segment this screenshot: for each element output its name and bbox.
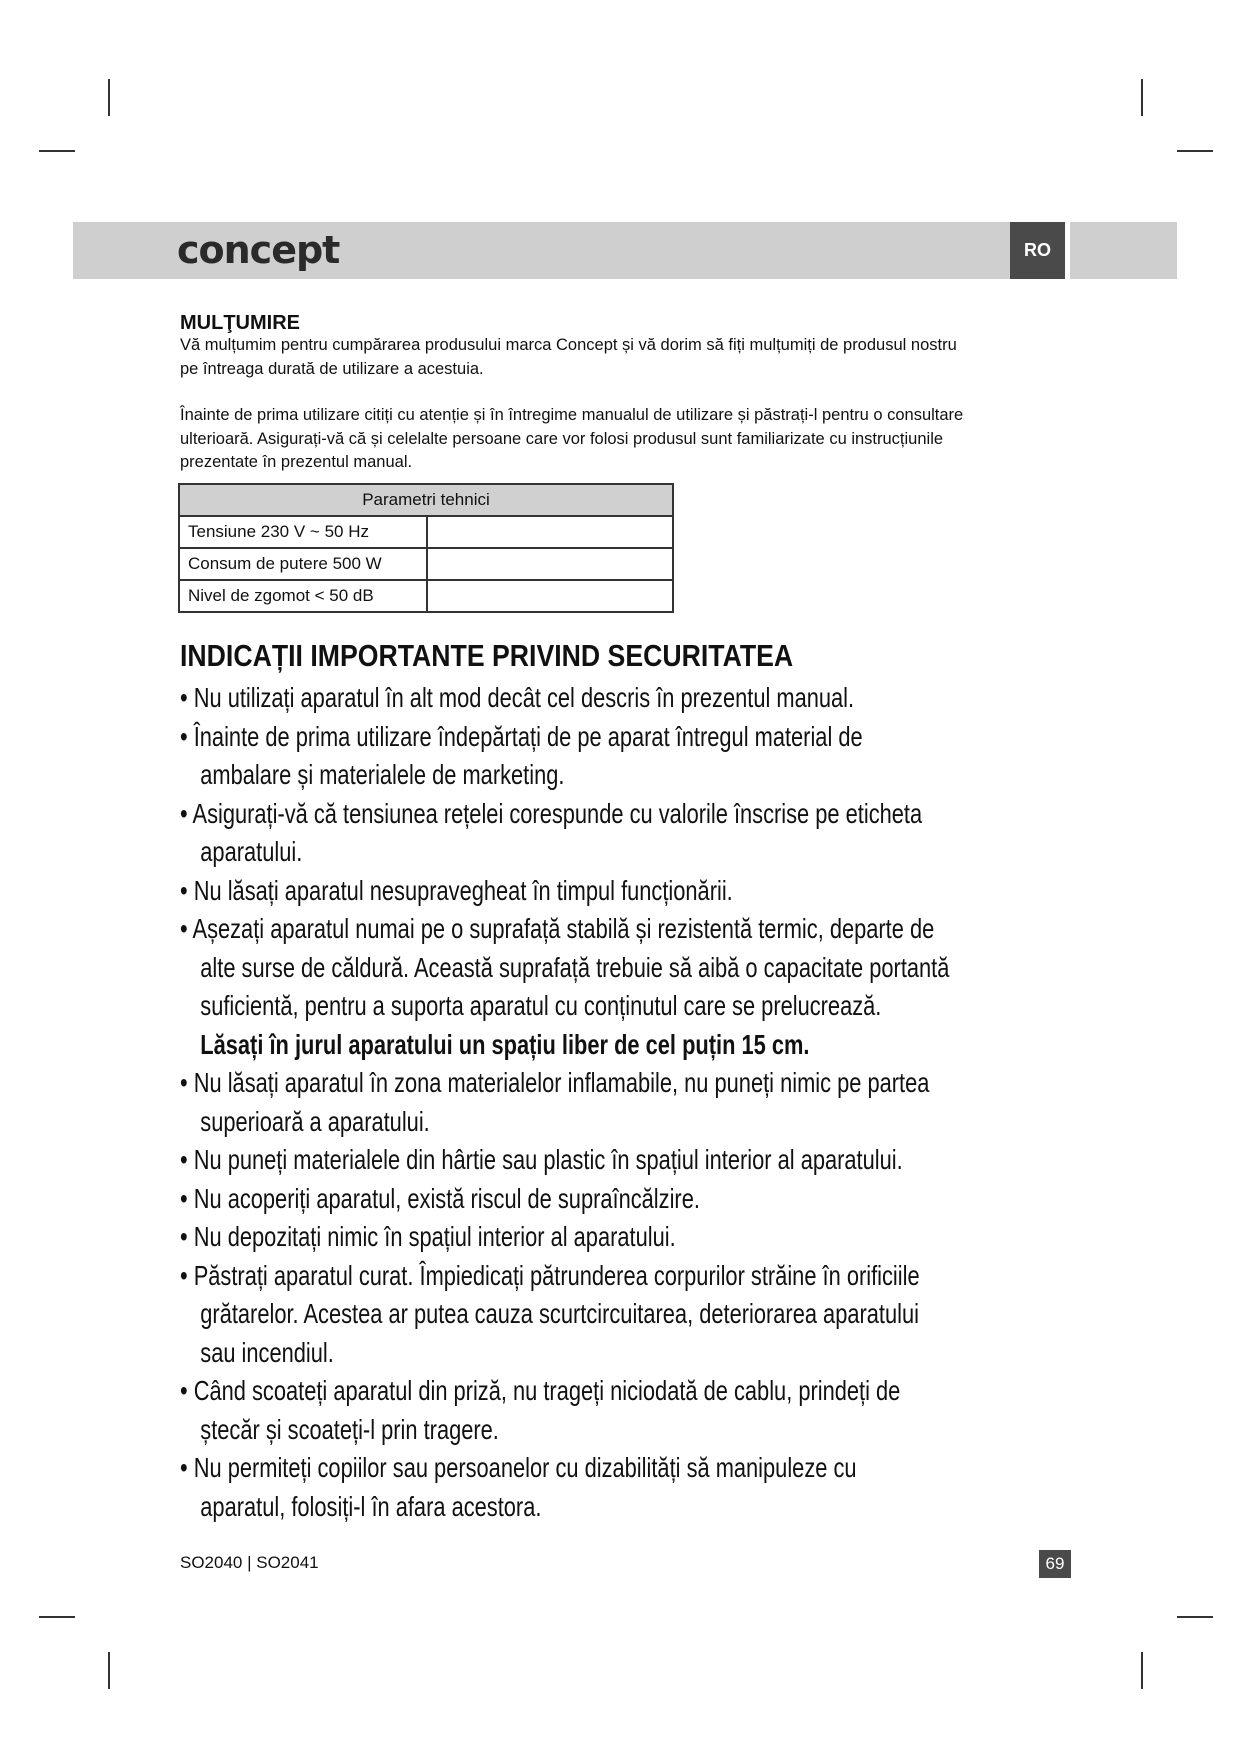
crop-mark xyxy=(1177,1616,1213,1618)
bullet-item: • Înainte de prima utilizare îndepărtați de pe aparat întregul material de xyxy=(180,720,863,752)
page-number: 69 xyxy=(1039,1550,1071,1578)
table-cell xyxy=(427,580,673,612)
table-cell xyxy=(427,548,673,580)
table-row xyxy=(179,548,673,580)
text-line: Vă mulțumim pentru cumpărarea produsului marca Concept și vă dorim să fiți mulțumiți de produsul nostru xyxy=(180,336,957,354)
brand-logo: concept xyxy=(177,228,340,272)
crop-mark xyxy=(1141,1652,1143,1689)
crop-mark xyxy=(1141,79,1143,116)
bullet-continuation: ambalare și materialele de marketing. xyxy=(200,759,565,790)
crop-mark xyxy=(39,1616,75,1618)
bullet-item: • Nu lăsați aparatul nesupravegheat în timpul funcționării. xyxy=(180,874,733,906)
table-cell xyxy=(427,516,673,548)
model-numbers: SO2040 | SO2041 xyxy=(180,1553,319,1572)
bullet-continuation: alte surse de căldură. Această suprafață trebuie să aibă o capacitate portantă xyxy=(200,951,950,983)
crop-mark xyxy=(1177,150,1213,152)
bullet-continuation: suficientă, pentru a suporta aparatul cu conținutul care se prelucrează. xyxy=(200,990,882,1021)
bullet-continuation: aparatului. xyxy=(200,836,303,867)
bullet-item: • Nu depozitați nimic în spațiul interior al aparatului. xyxy=(180,1221,676,1252)
text-line: pe întreaga durată de utilizare a acestuia. xyxy=(180,359,484,378)
table-cell: Nivel de zgomot < 50 dB xyxy=(179,580,427,612)
bullet-continuation: grătarelor. Acestea ar putea cauza scurtcircuitarea, deteriorarea aparatului xyxy=(200,1298,919,1329)
crop-mark xyxy=(39,150,75,152)
bullet-item: • Nu utilizați aparatul în alt mod decât cel descris în prezentul manual. xyxy=(180,682,855,713)
bullet-continuation: aparatul, folosiți-l în afara acestora. xyxy=(200,1490,542,1522)
bullet-item: • Nu permiteți copiilor sau persoanelor cu dizabilități să manipuleze cu xyxy=(180,1452,857,1483)
bullet-item: • Asigurați-vă că tensiunea rețelei corespunde cu valorile înscrise pe eticheta xyxy=(180,797,923,829)
table-header: Parametri tehnici xyxy=(179,484,673,516)
table-row xyxy=(179,580,673,612)
table-cell: Tensiune 230 V ~ 50 Hz xyxy=(179,516,427,548)
bullet-item: • Când scoateți aparatul din priză, nu trageți niciodată de cablu, prindeți de xyxy=(180,1375,901,1406)
bullet-continuation: Lăsați în jurul aparatului un spațiu liber de cel puțin 15 cm. xyxy=(200,1028,810,1060)
table-row xyxy=(179,516,673,548)
bullet-item: • Nu puneți materialele din hârtie sau plastic în spațiul interior al aparatului. xyxy=(180,1144,903,1175)
bullet-continuation: ștecăr și scoateți-l prin tragere. xyxy=(200,1413,499,1445)
crop-mark xyxy=(108,79,110,116)
bullet-continuation: sau incendiul. xyxy=(200,1336,334,1368)
table-cell: Consum de putere 500 W xyxy=(179,548,427,580)
bullet-item: • Nu acoperiți aparatul, există riscul de supraîncălzire. xyxy=(180,1182,700,1214)
safety-title: INDICAȚII IMPORTANTE PRIVIND SECURITATEA xyxy=(180,638,794,673)
text-line: prezentate în prezentul manual. xyxy=(180,453,413,471)
thanks-title: MULŢUMIRE xyxy=(180,312,300,334)
language-badge: RO xyxy=(1010,222,1065,279)
bullet-item: • Păstrați aparatul curat. Împiedicați pătrunderea corpurilor străine în orificiile xyxy=(180,1259,920,1291)
safety-list xyxy=(180,679,949,1526)
bullet-item: • Nu lăsați aparatul în zona materialelor inflamabile, nu puneți nimic pe partea xyxy=(180,1067,930,1098)
instructions-paragraph xyxy=(180,404,963,475)
tech-params-table xyxy=(178,483,674,613)
text-line: ulterioară. Asigurați-vă că și celelalte persoane care vor folosi produsul sunt familiarizate cu instrucțiunile xyxy=(180,429,944,448)
bullet-continuation: superioară a aparatului. xyxy=(200,1105,430,1137)
thanks-paragraph xyxy=(180,334,957,381)
text-line: Înainte de prima utilizare citiți cu atenție și în întregime manualul de utilizare și păstrați-l pentru o consultare xyxy=(180,406,964,424)
header-divider xyxy=(1065,222,1070,279)
crop-mark xyxy=(108,1652,110,1689)
bullet-item: • Așezați aparatul numai pe o suprafață stabilă și rezistentă termic, departe de xyxy=(180,913,935,944)
header-bar xyxy=(73,222,1177,279)
